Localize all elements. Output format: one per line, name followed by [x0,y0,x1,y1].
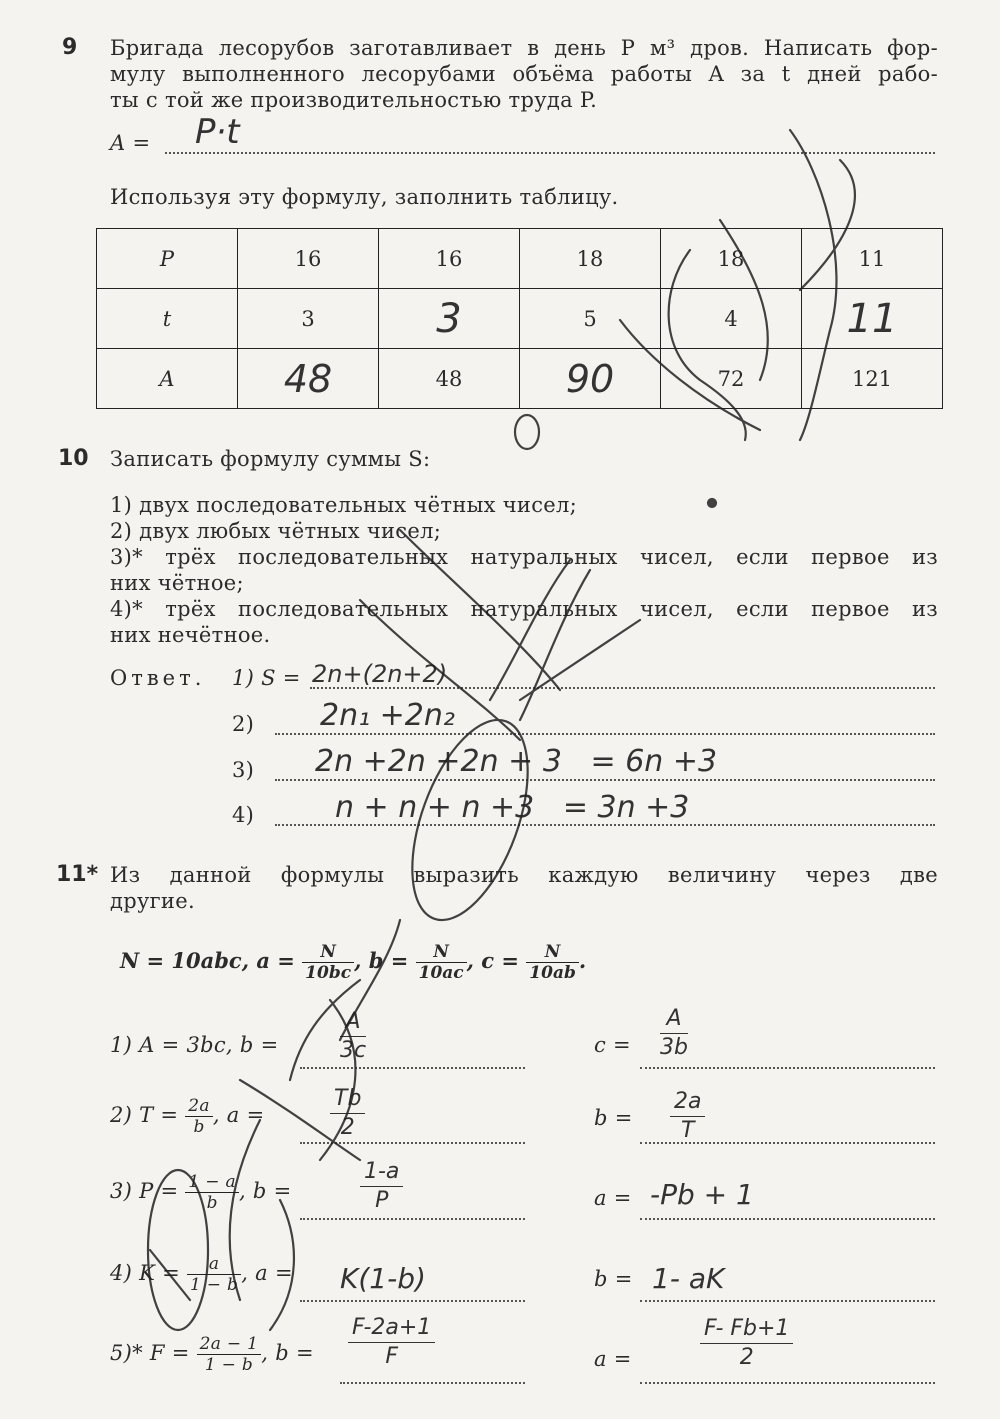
formula-a-lbl: a = [256,948,295,973]
row-4-right-answer: 1- aK [652,1262,725,1295]
problem-10-number: 10 [58,446,89,471]
table-cell: 11 [802,229,943,289]
table-row-p [97,229,943,289]
row-4-label: 4) K = $\frac{a}{1 - b}$ , a = [110,1254,293,1295]
table-cell: A [97,349,238,409]
problem-10-item: них нечётное. [110,623,271,647]
problem-10-title: Записать формулу суммы S: [110,447,431,471]
table-cell: 16 [238,229,379,289]
row-1-right-label: c = [594,1033,631,1057]
row-5-label: 5)* F = $\frac{2a - 1}{1 - b}$ , b = [110,1334,314,1375]
problem-9-line-2: мулу выполненного лесорубами объёма работы A за t дней рабо- [110,62,938,86]
table-cell-handwritten: 48 [238,349,379,409]
table-row-t [97,289,943,349]
answer-label: Ответ. [110,666,206,690]
problem-9-line-3: ты с той же производительностью труда P. [110,88,598,112]
row-4-left-answer: K(1-b) [340,1262,426,1295]
row-1-left-line [300,1045,525,1069]
row-3-left-line [300,1196,525,1220]
row-5-left-answer: F-2a+1 F [348,1314,435,1371]
table-cell: 72 [661,349,802,409]
scribble-dot [708,499,716,507]
frac-den: 10ac [418,963,464,983]
table-cell: 16 [379,229,520,289]
formula-a-answer-line [165,130,935,154]
row-2-label: 2) T = $\frac{2a}{b}$ , a = [110,1096,265,1137]
table-cell: 48 [379,349,520,409]
row-1-label: 1) A = 3bc, b = [110,1033,279,1057]
problem-10-item: 2) двух любых чётных чисел; [110,519,442,543]
row-3-right-label: a = [594,1186,632,1210]
answer-2-handwritten: 2n₁ +2n₂ [320,698,455,733]
answer-1-handwritten: 2n+(2n+2) [312,660,448,688]
problem-11-title-line-1: Из данной формулы выразить каждую величину через две [110,863,938,887]
frac-den: 10bc [305,963,352,983]
table-cell: t [97,289,238,349]
row-1-left-answer: A 3c [340,1009,367,1063]
problem-11-title-line-2: другие. [110,889,195,913]
table-cell: 3 [238,289,379,349]
answer-3-handwritten: 2n +2n +2n + 3 = 6n +3 [315,744,718,779]
table-cell: 121 [802,349,943,409]
table-cell: 4 [661,289,802,349]
frac-num: N [302,942,354,963]
row-3-left-answer: 1-a P [360,1158,403,1215]
formula-n: N = 10abc, [120,948,250,973]
table-cell: P [97,229,238,289]
row-5-right-label: a = [594,1347,632,1371]
table-cell-handwritten: 3 [379,289,520,349]
table-cell: 5 [520,289,661,349]
row-2-left-answer: Tb 2 [330,1085,365,1142]
scribble-stroke [515,415,539,449]
table-cell-handwritten: 11 [802,289,943,349]
row-4-right-label: b = [594,1267,633,1291]
formula-a-handwritten-answer: P·t [195,112,240,152]
row-2-right-answer: 2a T [670,1088,705,1145]
answer-3-label: 3) [232,758,255,782]
formula-b-lbl: b = [368,948,409,973]
problem-10-item: 4)* трёх последовательных натуральных чисел, если первое из [110,597,938,621]
frac-num: N [416,942,467,963]
row-5-right-answer: F- Fb+1 2 [700,1315,793,1372]
frac-den: 10ab [529,963,576,983]
problem-9-number: 9 [62,35,78,60]
problem-11-number: 11* [56,862,99,887]
row-3-right-answer: -Pb + 1 [650,1178,754,1211]
problem-10-item: 3)* трёх последовательных натуральных чисел, если первое из [110,545,938,569]
table-cell: 18 [520,229,661,289]
given-formula: N = 10abc, a = $\frac{N}{10bc}$ , b = $\frac{N}{10ac}$ , c = $\frac{N}{10ab}$ . [120,942,587,983]
row-2-right-label: b = [594,1106,633,1130]
problem-9-table [96,228,943,409]
problem-10-item: них чётное; [110,571,244,595]
table-row-a [97,349,943,409]
formula-c-lbl: c = [481,948,519,973]
table-cell: 18 [661,229,802,289]
frac-num: N [526,942,579,963]
answer-4-handwritten: n + n + n +3 = 3n +3 [335,790,690,825]
answer-4-label: 4) [232,803,255,827]
answer-2-label: 2) [232,712,255,736]
scribble-stroke [520,570,590,720]
row-1-right-answer: A 3b [660,1006,688,1060]
answer-1-label: 1) S = [232,666,301,690]
problem-10-item: 1) двух последовательных чётных чисел; [110,493,578,517]
table-cell-handwritten: 90 [520,349,661,409]
row-3-label: 3) P = $\frac{1 - a}{b}$ , b = [110,1172,292,1213]
problem-9-line-1: Бригада лесорубов заготавливает в день P м³ дров. Написать фор- [110,36,938,60]
table-instruction: Используя эту формулу, заполнить таблицу. [110,185,619,209]
formula-a-label: A = [110,131,151,155]
